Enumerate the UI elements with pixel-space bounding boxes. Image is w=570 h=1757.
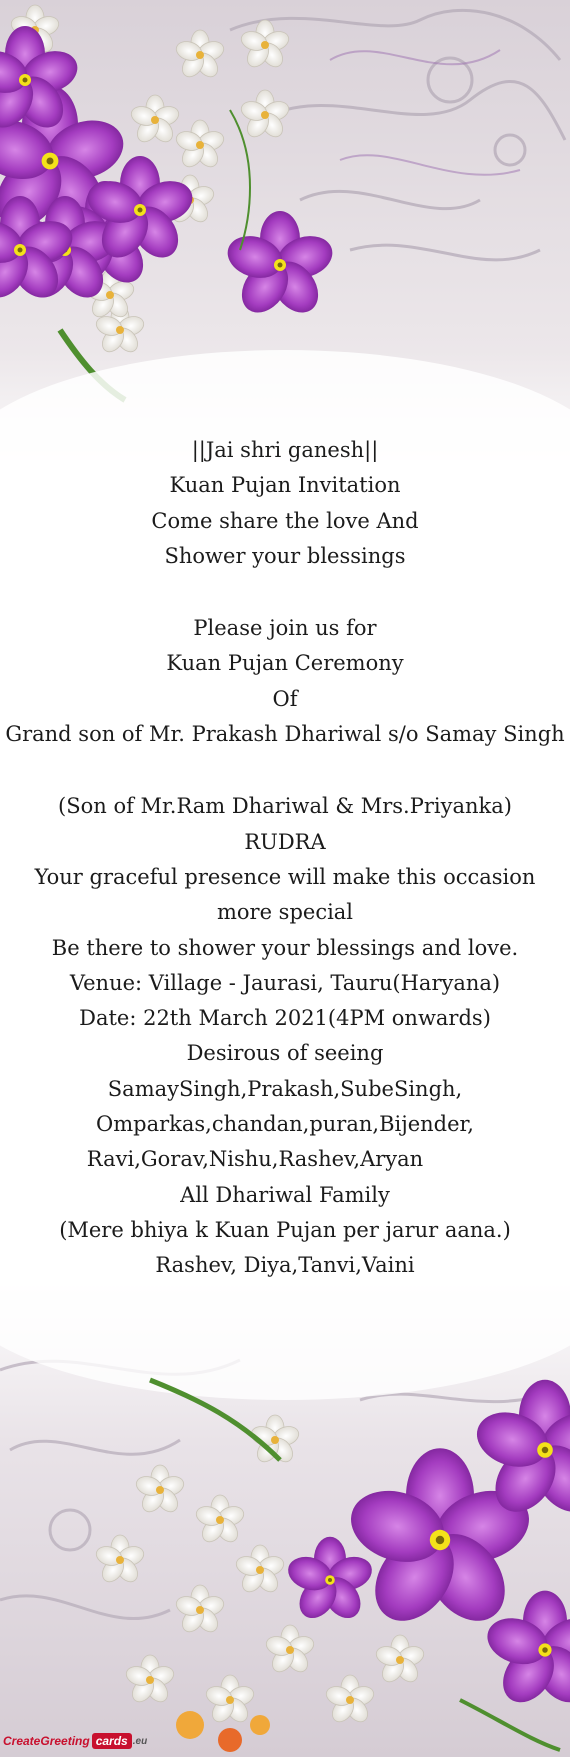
- invitation-line: (Mere bhiya k Kuan Pujan per jarur aana.): [59, 1217, 511, 1242]
- kids-names-line: Rashev, Diya,Tanvi,Vaini: [155, 1253, 415, 1278]
- invitation-line: Of: [272, 686, 298, 711]
- brand-part-1: CreateGreeting: [3, 1734, 90, 1748]
- invitation-line: Your graceful presence will make this occasion more special: [34, 864, 536, 925]
- brand-logo: [3, 1729, 147, 1753]
- venue-line: Venue: Village - Jaurasi, Tauru(Haryana): [69, 970, 501, 995]
- brand-part-3: .eu: [132, 1735, 148, 1747]
- family-signature: All Dhariwal Family: [180, 1182, 390, 1207]
- invitation-line: Shower your blessings: [164, 543, 406, 568]
- greeting-line: ||Jai shri ganesh||: [191, 438, 379, 462]
- invitation-line: Please join us for: [193, 616, 377, 641]
- date-line: Date: 22th March 2021(4PM onwards): [79, 1006, 491, 1031]
- parents-line: (Son of Mr.Ram Dhariwal & Mrs.Priyanka): [58, 794, 512, 819]
- names-line: Omparkas,chandan,puran,Bijender,: [96, 1112, 474, 1137]
- child-name: RUDRA: [244, 829, 326, 854]
- invitation-line: Come share the love And: [151, 508, 419, 533]
- ceremony-name: Kuan Pujan Ceremony: [166, 651, 404, 676]
- invitation-title: Kuan Pujan Invitation: [169, 473, 401, 498]
- invitation-line: Desirous of seeing: [186, 1041, 384, 1066]
- line-spacer: [0, 574, 570, 611]
- family-line: Grand son of Mr. Prakash Dhariwal s/o Samay Singh: [5, 722, 565, 747]
- line-spacer: [0, 752, 570, 789]
- brand-part-2: cards: [92, 1733, 132, 1749]
- top-flower-cluster: [0, 5, 338, 400]
- bottom-flower-cluster: [94, 1380, 570, 1752]
- names-line: SamaySingh,Prakash,SubeSingh,: [107, 1076, 463, 1101]
- invitation-line: Be there to shower your blessings and love.: [51, 935, 519, 960]
- invitation-text: [0, 433, 570, 1284]
- names-line: Ravi,Gorav,Nishu,Rashev,Aryan: [86, 1147, 424, 1172]
